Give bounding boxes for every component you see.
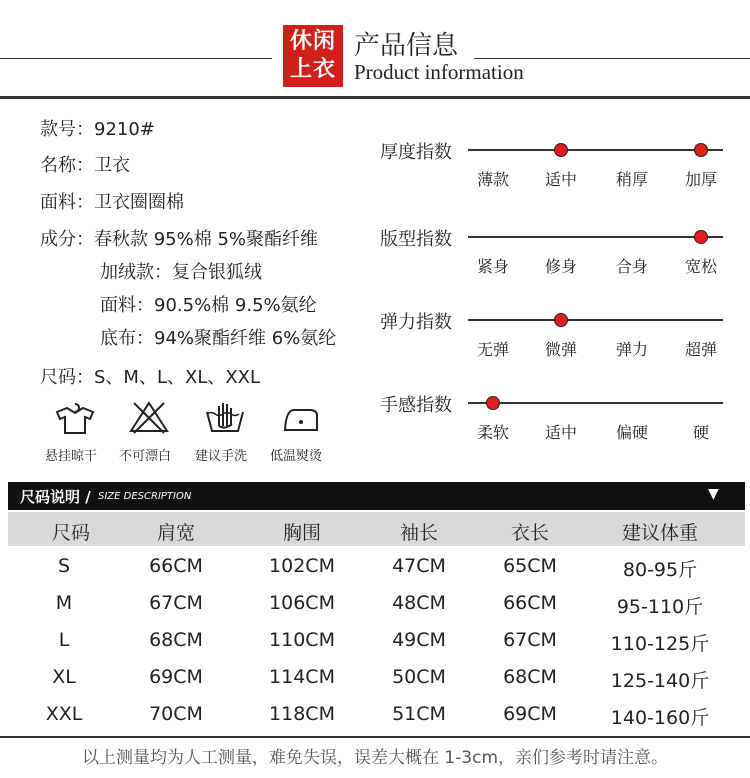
size-table-cell: 51CM bbox=[392, 703, 446, 725]
header-separator bbox=[0, 96, 750, 99]
size-table-cell: XL bbox=[52, 666, 76, 688]
index-title: 弹力指数 bbox=[380, 312, 452, 333]
index-scale-line bbox=[468, 149, 723, 151]
size-table-cell: 66CM bbox=[149, 555, 203, 577]
size-table-cell: 68CM bbox=[503, 666, 557, 688]
available-sizes: 尺码：S、M、L、XL、XXL bbox=[40, 367, 261, 388]
size-table-cell: S bbox=[57, 555, 71, 577]
index-option: 薄款 bbox=[476, 170, 510, 189]
header-title-en: Product information bbox=[354, 60, 524, 84]
index-marker-dot bbox=[694, 143, 708, 157]
size-table-cell: 95-110斤 bbox=[616, 596, 704, 618]
size-table-header-cell: 胸围 bbox=[282, 522, 322, 544]
index-title: 手感指数 bbox=[380, 395, 452, 416]
size-table-cell: 125-140斤 bbox=[610, 670, 710, 692]
style-number: 款号：9210# bbox=[40, 119, 155, 140]
size-section-title bbox=[20, 486, 91, 507]
size-table-cell: 69CM bbox=[503, 703, 557, 725]
composition-line-1: 成分：春秋款 95%棉 5%聚酯纤维 bbox=[40, 229, 319, 250]
index-option: 弹力 bbox=[615, 340, 649, 359]
size-table-cell: 114CM bbox=[269, 666, 335, 688]
size-table-header-cell: 尺码 bbox=[51, 522, 91, 544]
badge-line-2: 上衣 bbox=[289, 57, 336, 82]
index-option: 柔软 bbox=[476, 423, 510, 442]
size-section-title-text: 尺码说明 bbox=[20, 488, 81, 506]
size-table-header-cell: 建议体重 bbox=[621, 522, 699, 544]
product-name: 名称：卫衣 bbox=[40, 155, 130, 176]
size-table-cell: 68CM bbox=[149, 629, 203, 651]
size-table-cell: 50CM bbox=[392, 666, 446, 688]
size-table-cell: 67CM bbox=[503, 629, 557, 651]
index-option: 微弹 bbox=[544, 340, 578, 359]
size-table-cell: 118CM bbox=[269, 703, 335, 725]
index-option: 稍厚 bbox=[615, 170, 649, 189]
size-table-cell: 47CM bbox=[392, 555, 446, 577]
index-option: 宽松 bbox=[684, 257, 718, 276]
hang-dry-icon bbox=[54, 400, 96, 434]
index-scale-line bbox=[468, 236, 723, 238]
header-rule-left bbox=[0, 58, 272, 59]
care-label-hand-wash: 建议手洗 bbox=[195, 449, 248, 464]
index-option: 偏硬 bbox=[615, 423, 649, 442]
index-option: 无弹 bbox=[476, 340, 510, 359]
category-badge bbox=[283, 25, 343, 87]
fabric: 面料：卫衣圈圈棉 bbox=[40, 192, 184, 213]
composition-line-4: 底布：94%聚酯纤维 6%氨纶 bbox=[100, 328, 337, 349]
size-table-cell: L bbox=[58, 629, 70, 651]
size-table-cell: 106CM bbox=[269, 592, 335, 614]
size-table-cell: 69CM bbox=[149, 666, 203, 688]
size-table-cell: 110CM bbox=[269, 629, 335, 651]
index-marker-dot bbox=[554, 143, 568, 157]
size-table-cell: 80-95斤 bbox=[622, 559, 698, 581]
footer-rule bbox=[0, 736, 750, 738]
size-table-cell: 70CM bbox=[149, 703, 203, 725]
header-rule-right bbox=[474, 58, 750, 59]
size-table-cell: 48CM bbox=[392, 592, 446, 614]
composition-line-3: 面料：90.5%棉 9.5%氨纶 bbox=[100, 295, 317, 316]
size-table-cell: 65CM bbox=[503, 555, 557, 577]
composition-line-2: 加绒款：复合银狐绒 bbox=[100, 262, 262, 283]
index-option: 紧身 bbox=[476, 257, 510, 276]
care-label-no-bleach: 不可漂白 bbox=[119, 449, 172, 464]
index-option: 适中 bbox=[544, 423, 578, 442]
index-title: 版型指数 bbox=[380, 229, 452, 250]
size-table-header-cell: 袖长 bbox=[399, 522, 439, 544]
size-table-cell: 66CM bbox=[503, 592, 557, 614]
header-title-cn: 产品信息 bbox=[354, 31, 459, 61]
index-scale-line bbox=[468, 402, 723, 404]
size-table-cell: 140-160斤 bbox=[610, 707, 710, 729]
size-section-slash: / bbox=[85, 488, 91, 506]
care-label-low-iron: 低温熨烫 bbox=[270, 449, 323, 464]
index-option: 修身 bbox=[544, 257, 578, 276]
index-option: 合身 bbox=[615, 257, 649, 276]
footer-note: 以上测量均为人工测量，难免失误，误差大概在 1-3cm，亲们参考时请注意。 bbox=[81, 748, 669, 768]
hand-wash-icon bbox=[204, 400, 246, 434]
size-table-cell: 67CM bbox=[149, 592, 203, 614]
index-option: 加厚 bbox=[684, 170, 718, 189]
size-table-cell: 49CM bbox=[392, 629, 446, 651]
index-title: 厚度指数 bbox=[380, 142, 452, 163]
size-table-cell: XXL bbox=[45, 703, 83, 725]
index-option: 超弹 bbox=[684, 340, 718, 359]
no-bleach-icon bbox=[128, 400, 170, 434]
expand-arrow-icon[interactable]: ▼ bbox=[708, 486, 719, 502]
index-option: 适中 bbox=[544, 170, 578, 189]
size-table-header-cell: 肩宽 bbox=[156, 522, 196, 544]
size-table-header-cell: 衣长 bbox=[510, 522, 550, 544]
size-section-subtitle: SIZE DESCRIPTION bbox=[98, 491, 192, 502]
index-marker-dot bbox=[486, 396, 500, 410]
care-label-hang-dry: 悬挂晾干 bbox=[45, 449, 98, 464]
low-iron-icon bbox=[280, 400, 322, 434]
badge-line-1: 休闲 bbox=[289, 29, 336, 54]
index-option: 硬 bbox=[692, 423, 710, 442]
size-table-cell: M bbox=[55, 592, 73, 614]
size-table-cell: 102CM bbox=[269, 555, 335, 577]
index-marker-dot bbox=[694, 230, 708, 244]
index-scale-line bbox=[468, 319, 723, 321]
index-marker-dot bbox=[554, 313, 568, 327]
size-table-cell: 110-125斤 bbox=[610, 633, 710, 655]
